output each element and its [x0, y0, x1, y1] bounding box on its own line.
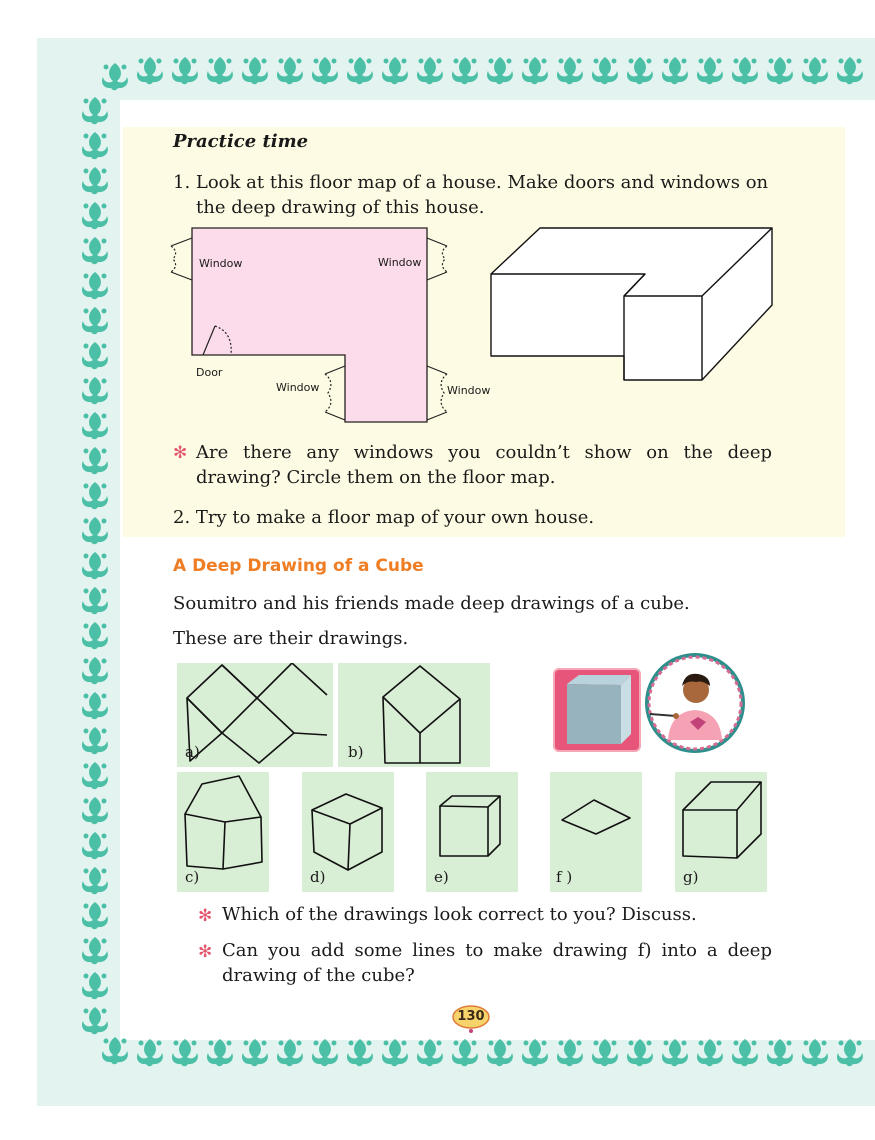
- border-left: [82, 97, 108, 1034]
- floor-map: [165, 222, 465, 427]
- bullet-star-icon: ✻: [198, 942, 213, 962]
- bullet-1-line-1: Are there any windows you couldn’t show on the deep: [196, 442, 772, 463]
- drawing-panel-d: [302, 772, 394, 892]
- bullet-3-line-1: Can you add some lines to make drawing f) into a deep: [222, 940, 772, 961]
- label-door: Door: [196, 366, 223, 379]
- label-c: c): [185, 868, 200, 886]
- page-number: 130: [457, 1009, 485, 1024]
- paragraph-1: Soumitro and his friends made deep drawings of a cube.: [173, 593, 690, 614]
- border-top: [102, 57, 863, 90]
- drawing-panel-a: [177, 663, 333, 767]
- window-top-left-symbol: [171, 238, 192, 280]
- label-f: f ): [556, 868, 573, 886]
- practice-heading: Practice time: [173, 131, 309, 152]
- drawing-panel-c: [177, 772, 269, 892]
- label-window-top-left: Window: [199, 257, 243, 270]
- drawing-panel-f: [550, 772, 642, 892]
- window-top-right-symbol: [427, 238, 447, 280]
- question-2: 2. Try to make a floor map of your own house.: [173, 507, 595, 528]
- label-g: g): [683, 868, 699, 886]
- drawing-panel-e: [426, 772, 518, 892]
- label-b: b): [348, 743, 364, 761]
- question-1-line-2: the deep drawing of this house.: [196, 197, 485, 218]
- window-bottom-left-symbol: [325, 366, 345, 420]
- bullet-star-icon: ✻: [173, 443, 188, 463]
- paragraph-2: These are their drawings.: [173, 628, 409, 649]
- drawing-a: [177, 663, 333, 767]
- child-illustration: [640, 652, 750, 754]
- border-bottom: [102, 1037, 863, 1066]
- question-1-line-1: 1. Look at this floor map of a house. Make doors and windows on: [173, 172, 769, 193]
- drawing-panel-g: [675, 772, 767, 892]
- bullet-3-line-2: drawing of the cube?: [222, 965, 415, 986]
- window-bottom-right-symbol: [427, 366, 447, 420]
- label-e: e): [434, 868, 449, 886]
- bullet-1-line-2: drawing? Circle them on the floor map.: [196, 467, 556, 488]
- label-window-bottom-right: Window: [447, 384, 491, 397]
- section-title: A Deep Drawing of a Cube: [173, 556, 424, 576]
- bullet-2: Which of the drawings look correct to you? Discuss.: [222, 904, 697, 925]
- house-deep-drawing: [485, 222, 780, 387]
- label-d: d): [310, 868, 326, 886]
- cube-photo: [553, 668, 641, 752]
- bullet-star-icon: ✻: [198, 906, 213, 926]
- drawing-panel-b: [338, 663, 490, 767]
- label-window-bottom-left: Window: [276, 381, 320, 394]
- label-a: a): [185, 743, 200, 761]
- label-window-top-right: Window: [378, 256, 422, 269]
